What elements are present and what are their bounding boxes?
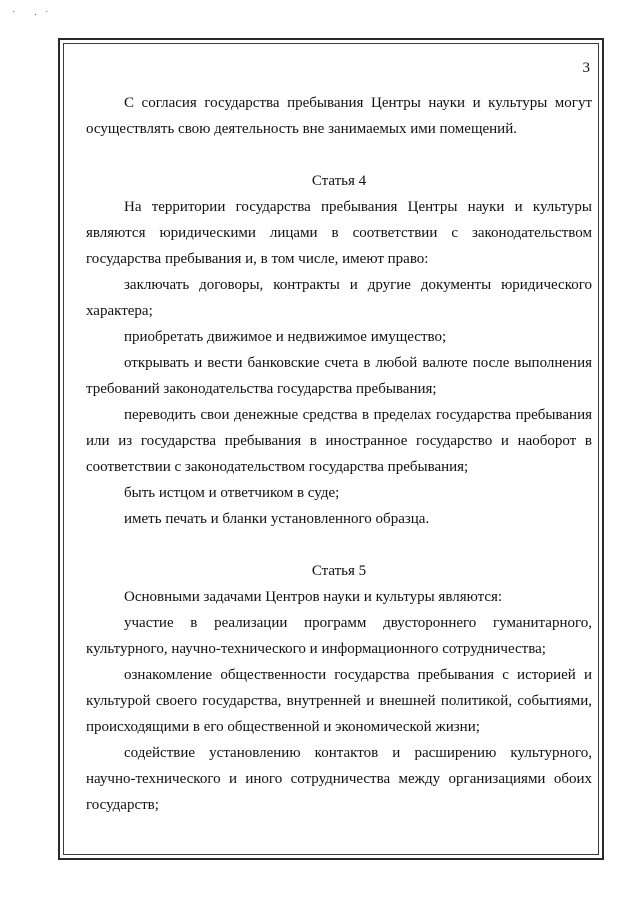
scan-marks: ˙ ·˙: [12, 10, 57, 21]
article-4-paragraph-6: быть истцом и ответчиком в суде;: [124, 485, 340, 501]
document-body: [86, 90, 592, 818]
article-5-paragraph-4: содействие установлению контактов и расширению культурного, научно-технического и иного сотрудничества между организациями обоих государств;: [86, 745, 592, 813]
article-4-paragraph-3: приобретать движимое и недвижимое имущество;: [124, 329, 447, 345]
article-4-heading: Статья 4: [311, 173, 367, 189]
article-5-paragraph-3: ознакомление общественности государства пребывания с историей и культурой своего государства, внутренней и внешней политикой, событиями, происходящими в его общественной и экономической жизни;: [86, 667, 592, 735]
article-4-paragraph-2: заключать договоры, контракты и другие документы юридического характера;: [86, 277, 592, 319]
page-frame: [58, 38, 604, 860]
article-4-paragraph-7: иметь печать и бланки установленного образца.: [124, 511, 430, 527]
article-5-paragraph-1: Основными задачами Центров науки и культуры являются:: [124, 589, 503, 605]
article-4-paragraph-5: переводить свои денежные средства в пределах государства пребывания или из государства пребывания в иностранное государство и наоборот в соответствии с законодательством государства пребывания;: [86, 407, 592, 475]
article-5-heading: Статья 5: [311, 563, 367, 579]
intro-paragraph: С согласия государства пребывания Центры науки и культуры могут осуществлять свою деятельность вне занимаемых ими помещений.: [86, 95, 592, 137]
article-4-paragraph-4: открывать и вести банковские счета в любой валюте после выполнения требований законодательства государства пребывания;: [86, 355, 592, 397]
article-5-paragraph-2: участие в реализации программ двустороннего гуманитарного, культурного, научно-технического и информационного сотрудничества;: [86, 615, 592, 657]
article-4-paragraph-1: На территории государства пребывания Центры науки и культуры являются юридическими лицами в соответствии с законодательством государства пребывания и, в том числе, имеют право:: [86, 199, 592, 267]
page-number: 3: [582, 60, 590, 76]
